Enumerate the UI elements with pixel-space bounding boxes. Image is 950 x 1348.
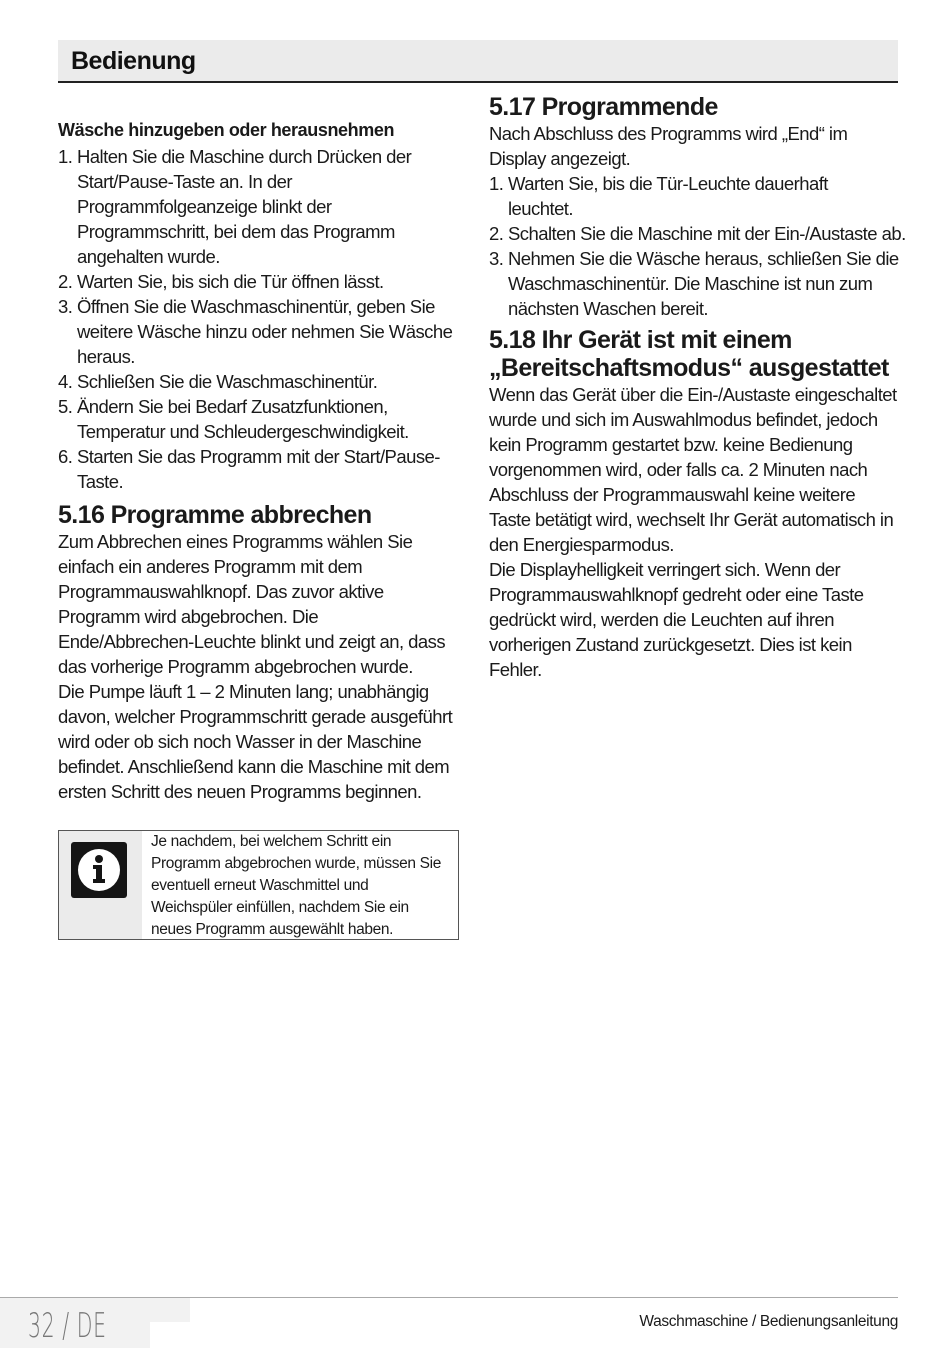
section-title-5-16: 5.16 Programme abbrechen — [58, 501, 372, 529]
page-number: 32 / DE — [28, 1306, 107, 1346]
info-notice-box — [58, 830, 459, 940]
paragraph-display-brightness: Die Displayhelligkeit verringert sich. Wenn der Programmauswahlknopf gedreht oder eine Taste gedrückt wird, werden die Leuchten auf ihren vorherigen Zustand zurückgesetzt. Dies ist kein Fehler. — [489, 559, 864, 680]
list-item: 3. Nehmen Sie die Wäsche heraus, schließen Sie die Waschmaschinentür. Die Maschine ist nun zum nächsten Waschen bereit. — [489, 248, 899, 319]
info-icon — [71, 842, 127, 898]
page-header — [58, 40, 898, 83]
left-column — [58, 118, 463, 804]
notice-text: Je nachdem, bei welchem Schritt ein Programm abgebrochen wurde, müssen Sie eventuell erneut Waschmittel und Weichspüler einfüllen, nachdem Sie ein neues Programm ausgewählt haben. — [151, 833, 441, 938]
steps-list-add-laundry — [58, 144, 463, 494]
section-title-5-18-line1: 5.18 Ihr Gerät ist mit einem — [489, 326, 792, 354]
list-item: 3. Öffnen Sie die Waschmaschinentür, geben Sie weitere Wäsche hinzu oder nehmen Sie Wäsche heraus. — [58, 296, 453, 367]
header-title: Bedienung — [71, 47, 196, 75]
list-item: 5. Ändern Sie bei Bedarf Zusatzfunktionen, Temperatur und Schleudergeschwindigkeit. — [58, 396, 409, 442]
footer-document-title: Waschmaschine / Bedienungsanleitung — [639, 1313, 898, 1330]
list-item: 6. Starten Sie das Programm mit der Start/Pause-Taste. — [58, 446, 440, 492]
subheading-add-remove-laundry: Wäsche hinzugeben oder herausnehmen — [58, 120, 395, 140]
list-item: 4. Schließen Sie die Waschmaschinentür. — [58, 371, 378, 392]
right-column — [489, 93, 906, 682]
list-item: 1. Warten Sie, bis die Tür-Leuchte dauerhaft leuchtet. — [489, 173, 828, 219]
steps-list-program-end — [489, 171, 906, 321]
paragraph-cancel-program: Zum Abbrechen eines Programms wählen Sie einfach ein anderes Programm mit dem Programmauswahlknopf. Das zuvor aktive Programm wird abgebrochen. Die Ende/Abbrechen-Leuchte blinkt und zeigt an, dass das vorherige Programm abgebrochen wurde. — [58, 531, 446, 677]
info-icon-graphic — [71, 842, 127, 898]
footer-page-tab-notch — [150, 1322, 190, 1348]
paragraph-standby-mode: Wenn das Gerät über die Ein-/Austaste eingeschaltet wurde und sich im Auswahlmodus befindet, jedoch kein Programm gestartet bzw. keine Bedienung vorgenommen wird, oder falls ca. 2 Minuten nach Abschluss der Programmauswahl keine weitere Taste betätigt wird, wechselt Ihr Gerät automatisch in den Energiesparmodus. — [489, 384, 897, 555]
paragraph-pump-runs: Die Pumpe läuft 1 – 2 Minuten lang; unabhängig davon, welcher Programmschritt gerade ausgeführt wird oder ob sich noch Wasser in der Maschine befindet. Anschließend kann die Maschine mit dem ersten Schritt des neuen Programms beginnen. — [58, 681, 453, 802]
list-item: 2. Warten Sie, bis sich die Tür öffnen lässt. — [58, 271, 384, 292]
section-title-5-18-line2: „Bereitschaftsmodus“ ausgestattet — [489, 354, 889, 382]
list-item: 2. Schalten Sie die Maschine mit der Ein-/Austaste ab. — [489, 223, 906, 244]
notice-icon-area — [59, 831, 142, 939]
paragraph-program-end-intro: Nach Abschluss des Programms wird „End“ im Display angezeigt. — [489, 123, 848, 169]
list-item: 1. Halten Sie die Maschine durch Drücken der Start/Pause-Taste an. In der Programmfolgeanzeige blinkt der Programmschritt, bei dem das Programm angehalten wurde. — [58, 146, 412, 267]
section-title-5-17: 5.17 Programmende — [489, 93, 718, 121]
